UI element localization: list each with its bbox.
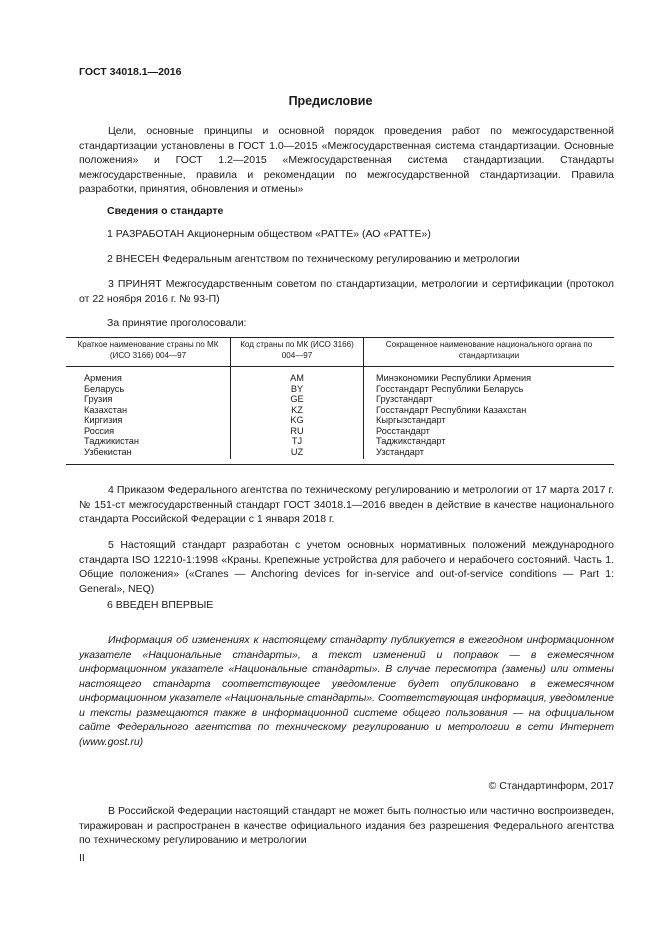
body-cell: Узстандарт	[376, 446, 424, 457]
table-header-code: Код страны по МК (ИСО 3166) 004—97	[231, 337, 364, 367]
table-row	[66, 447, 614, 460]
table-header-row	[66, 337, 614, 367]
table-row	[66, 405, 614, 416]
country-cell: Армения	[66, 367, 231, 384]
code-cell: KZ	[231, 405, 364, 416]
item-1: 1 РАЗРАБОТАН Акционерным обществом «РАТТЕ» (АО «РАТТЕ»)	[107, 228, 431, 240]
info-heading: Сведения о стандарте	[107, 205, 224, 217]
item-5: 5 Настоящий стандарт разработан с учетом основных нормативных положений международного стандарта ISO 12210-1:1998 «Краны. Крепежные устройства для рабочего и нерабочего состояний. Часть 1. Общие положения» («Cranes — Anchoring devices for in-service and out-of-service conditions — Part 1: General», NEQ)	[79, 539, 614, 595]
intro-paragraph: Цели, основные принципы и основной порядок проведения работ по межгосударственной стандартизации установлены в ГОСТ 1.0—2015 «Межгосударственная система стандартизации. Основные положения» и ГОСТ 1.2—2015 «Межгосударственная система стандартизации. Стандарты межгосударственные, правила и рекомендации по межгосударственной стандартизации. Правила разработки, принятия, обновления и отмены»	[79, 125, 614, 195]
code-cell: BY	[231, 384, 364, 395]
item-6: 6 ВВЕДЕН ВПЕРВЫЕ	[107, 599, 214, 611]
table-row	[66, 384, 614, 395]
code-cell: KG	[231, 415, 364, 426]
body-cell: Кыргызстандарт	[376, 415, 446, 425]
body-cell: Госстандарт Республики Казахстан	[376, 404, 527, 415]
table-header-body: Сокращенное наименование национального органа по стандартизации	[364, 337, 615, 367]
code-cell: RU	[231, 426, 364, 437]
code-cell: TJ	[231, 436, 364, 447]
document-id-header: ГОСТ 34018.1—2016	[79, 66, 182, 78]
body-cell: Минэкономики Республики Армения	[376, 373, 532, 383]
country-cell: Узбекистан	[66, 447, 231, 460]
body-cell: Грузстандарт	[376, 394, 433, 404]
item-2: 2 ВНЕСЕН Федеральным агентством по техническому регулированию и метрологии	[107, 253, 520, 265]
body-cell: Таджикстандарт	[376, 436, 446, 446]
country-cell: Казахстан	[66, 405, 231, 416]
country-cell: Беларусь	[66, 384, 231, 395]
table-row	[66, 394, 614, 405]
table-row	[66, 436, 614, 447]
code-cell: AM	[231, 367, 364, 384]
page-number: II	[79, 852, 85, 864]
country-cell: Киргизия	[66, 415, 231, 426]
copyright-line: © Стандартинформ, 2017	[488, 780, 614, 792]
voted-label: За принятие проголосовали:	[107, 317, 247, 329]
rights-paragraph: В Российской Федерации настоящий стандарт не может быть полностью или частично воспроизведен, тиражирован и распространен в качестве официального издания без разрешения Федерального агентства по техническому регулированию и метрологии	[79, 805, 614, 846]
voting-table	[66, 337, 614, 459]
table-header-country: Краткое наименование страны по МК (ИСО 3166) 004—97	[66, 337, 231, 367]
item-4: 4 Приказом Федерального агентства по техническому регулированию и метрологии от 17 марта 2017 г. № 151-ст межгосударственный стандарт ГОСТ 34018.1—2016 введен в действие в качестве национального стандарта Российской Федерации с 1 января 2018 г.	[79, 484, 614, 525]
body-cell: Госстандарт Республики Беларусь	[376, 383, 524, 394]
page-title: Предисловие	[288, 94, 373, 108]
country-cell: Россия	[66, 426, 231, 437]
country-cell: Грузия	[66, 394, 231, 405]
country-cell: Таджикистан	[66, 436, 231, 447]
notice-paragraph: Информация об изменениях к настоящему стандарту публикуется в ежегодном информационном указателе «Национальные стандарты», а текст изменений и поправок — в ежемесячном информационном указателе «Национальные стандарты». В случае пересмотра (замены) или отмены настоящего стандарта соответствующее уведомление будет опубликовано в ежемесячном информационном указателе «Национальные стандарты». Соответствующая информация, уведомление и тексты размещаются также в информационной системе общего пользования — на официальном сайте Федерального агентства по техническому регулированию и метрологии в сети Интернет (www.gost.ru)	[79, 634, 614, 748]
code-cell: GE	[231, 394, 364, 405]
body-cell: Росстандарт	[376, 425, 430, 436]
code-cell: UZ	[231, 447, 364, 460]
item-3: 3 ПРИНЯТ Межгосударственным советом по стандартизации, метрологии и сертификации (протокол от 22 ноября 2016 г. № 93-П)	[79, 278, 614, 305]
table-row	[66, 426, 614, 437]
table-row	[66, 367, 614, 384]
table-row	[66, 415, 614, 426]
